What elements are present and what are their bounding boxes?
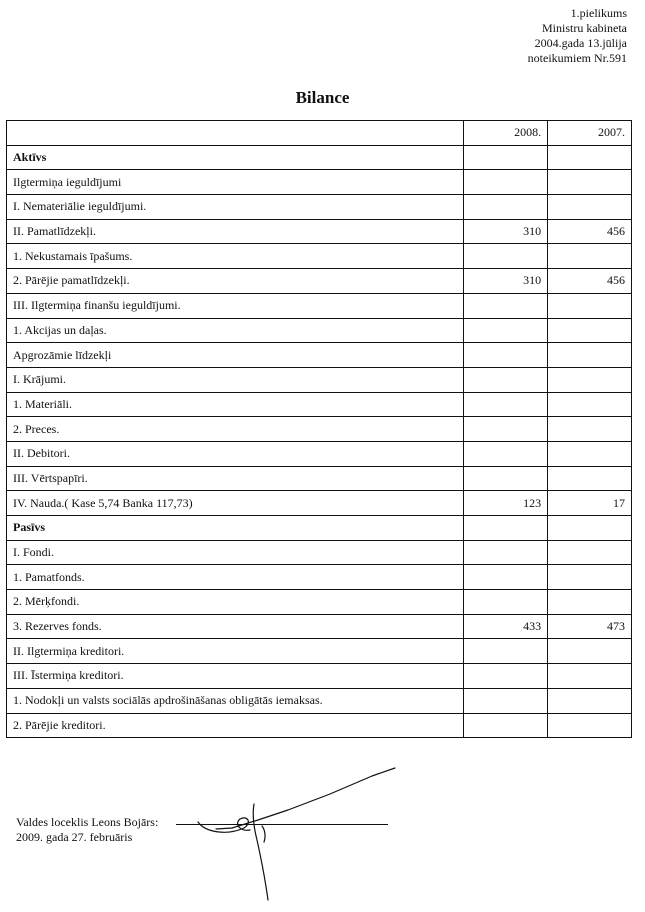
row-value-2007: 17 [548,491,632,516]
row-label: Pasīvs [7,516,464,541]
annex-line-4: noteikumiem Nr.591 [527,51,627,65]
signature-date: 2009. gada 27. februāris [16,830,133,844]
row-label: II. Ilgtermiņa kreditori. [7,639,464,664]
row-value-2007: 456 [548,219,632,244]
row-value-2008: 433 [464,614,548,639]
row-value-2008: 310 [464,219,548,244]
signatory-name: Valdes loceklis Leons Bojārs: [16,815,159,829]
annex-line-3: 2004.gada 13.jūlija [534,36,627,50]
row-value-2007: 473 [548,614,632,639]
row-label: II. Debitori. [7,441,464,466]
row-label: 2. Preces. [7,417,464,442]
row-label: IV. Nauda.( Kase 5,74 Banka 117,73) [7,491,464,516]
row-label: Aktīvs [7,145,464,170]
row-label: III. Ilgtermiņa finanšu ieguldījumi. [7,293,464,318]
row-label: 2. Mērķfondi. [7,590,464,615]
row-value-2008: 123 [464,491,548,516]
row-label: 2. Pārējie pamatlīdzekļi. [7,269,464,294]
row-label: 1. Pamatfonds. [7,565,464,590]
row-label: 1. Akcijas un daļas. [7,318,464,343]
header-2007: 2007. [548,121,632,146]
page-title: Bilance [295,88,350,107]
row-label: 3. Rezerves fonds. [7,614,464,639]
annex-line-1: 1.pielikums [570,6,627,20]
row-label: 1. Nodokļi un valsts sociālās apdrošināšanas obligātās iemaksas. [7,688,464,713]
row-label: Ilgtermiņa ieguldījumi [7,170,464,195]
row-label: I. Nemateriālie ieguldījumi. [7,195,464,220]
row-label: II. Pamatlīdzekļi. [7,219,464,244]
row-label: Apgrozāmie līdzekļi [7,343,464,368]
row-value-2008: 310 [464,269,548,294]
header-2008: 2008. [464,121,548,146]
row-label: I. Krājumi. [7,367,464,392]
row-label: 1. Nekustamais īpašums. [7,244,464,269]
row-label: 1. Materiāli. [7,392,464,417]
row-value-2007: 456 [548,269,632,294]
row-label: I. Fondi. [7,540,464,565]
row-label: 2. Pārējie kreditori. [7,713,464,738]
row-label: III. Īstermiņa kreditori. [7,664,464,689]
annex-line-2: Ministru kabineta [542,21,627,35]
row-label: III. Vērtspapīri. [7,466,464,491]
